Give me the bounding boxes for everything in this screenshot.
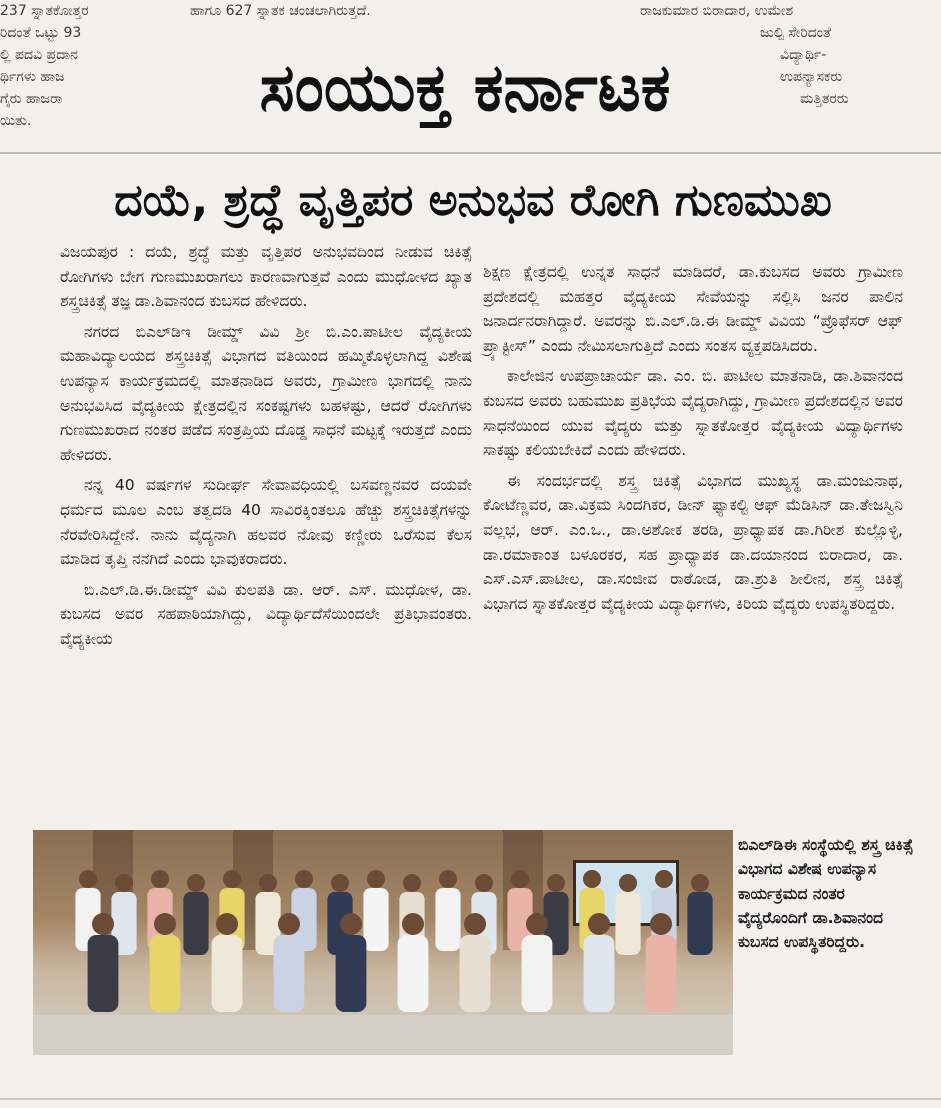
group-people [33, 830, 733, 1055]
article-column-left [60, 240, 472, 658]
article-paragraph: ಬಿ.ಎಲ್.ಡಿ.ಈ.ಡೀಮ್ಡ್ ವಿವಿ ಕುಲಪತಿ ಡಾ. ಆರ್. ಎಸ್. ಮುಧೋಳ, ಡಾ. ಕುಬಸದ ಅವರ ಸಹಪಾಠಿಯಾಗಿದ್ದು, ವಿದ್ಯಾರ್ಥಿದೆಸೆಯಿಂದಲೇ ಪ್ರತಿಭಾವಂತರು. ವೈದ್ಯಕೀಯ [60, 580, 472, 648]
scrap-line: ರ್ಥಿಗಳು ಹಾಜ [0, 69, 65, 85]
article-paragraph: ವಿಜಯಪುರ : ದಯೆ, ಶ್ರದ್ಧೆ ಮತ್ತು ವೃತ್ತಿಪರ ಅನುಭವದಿಂದ ನೀಡುವ ಚಿಕಿತ್ಸೆ ರೋಗಿಗಳು ಬೇಗ ಗುಣಮುಖರಾಗಲು ಕಾರಣವಾಗುತ್ತವೆ ಎಂದು ಮುಧೋಳದ ಖ್ಯಾತ ಶಸ್ತ್ರಚಿಕಿತ್ಸೆ ತಜ್ಞ ಡಾ.ಶಿವಾನಂದ ಕುಬಸದ ಹೇಳಿದರು. [60, 243, 472, 311]
adjacent-article-fragment-top: ಹಾಗೂ 627 ಸ್ನಾತಕ ಚಂಚಲಾಗಿರುತ್ತದೆ. [190, 3, 371, 19]
person-silhouette [687, 874, 712, 955]
person-silhouette [363, 870, 388, 951]
page-bottom-rule [0, 1098, 941, 1100]
article-paragraph: ನಗರದ ಬಿಎಲ್‌ಡಿಇ ಡೀಮ್ಡ್ ವಿವಿ ಶ್ರೀ ಬಿ.ಎಂ.ಪಾಟೀಲ ವೈದ್ಯಕೀಯ ಮಹಾವಿದ್ಯಾಲಯದ ಶಸ್ತ್ರಚಿಕಿತ್ಸೆ ವಿಭಾಗದ ವತಿಯಿಂದ ಹಮ್ಮಿಕೊಳ್ಳಲಾಗಿದ್ದ ವಿಶೇಷ ಉಪನ್ಯಾಸ ಕಾರ್ಯಕ್ರಮದಲ್ಲಿ ಮಾತನಾಡಿದ ಅವರು, ಗ್ರಾಮೀಣ ಭಾಗದಲ್ಲಿ ನಾನು ಅನುಭವಿಸಿದ ವೈದ್ಯಕೀಯ ಕ್ಷೇತ್ರದಲ್ಲಿನ ಸಂಕಷ್ಟಗಳು ಬಹಳಷ್ಟು, ಆದರೆ ರೋಗಿಗಳು ಗುಣಮುಖರಾದ ನಂತರ ಪಡೆದ ಸಂತ್ರಪ್ತಿಯ ದೊಡ್ಡ ಸಾಧನೆ ಮಟ್ಟಕ್ಕೆ ಇರುತ್ತದೆ ಎಂದು ಹೇಳಿದರು. [60, 322, 472, 464]
article-paragraph: ಶಿಕ್ಷಣ ಕ್ಷೇತ್ರದಲ್ಲಿ ಉನ್ನತ ಸಾಧನೆ ಮಾಡಿದರೆ, ಡಾ.ಕುಬಸದ ಅವರು ಗ್ರಾಮೀಣ ಪ್ರದೇಶದಲ್ಲಿ ಮಹತ್ತರ ವೈದ್ಯಕೀಯ ಸೇವೆಯನ್ನು ಸಲ್ಲಿಸಿ ಜನರ ಪಾಲಿನ ಜನಾರ್ದನರಾಗಿದ್ದಾರೆ. ಅವರನ್ನು ಬಿ.ಎಲ್.ಡಿ.ಈ ಡೀಮ್ಡ್ ವಿವಿಯ “ಪ್ರೊಫೆಸರ್ ಆಫ್ ಪ್ರ್ಯಾಕ್ಟೀಸ್” ಎಂದು ನೇಮಿಸಲಾಗುತ್ತಿದೆ ಎಂದು ಸಂತಸ ವ್ಯಕ್ತಪಡಿಸಿದರು. [483, 263, 903, 355]
group-photo [33, 830, 733, 1055]
article-column-right [483, 260, 903, 622]
scrap-line: 237 ಸ್ನಾತಕೋತ್ತರ [0, 3, 89, 19]
scrap-line: ವಿದ್ಯಾರ್ಥಿ- [780, 47, 827, 63]
scrap-line: ರಾಜಕುಮಾರ ಬಿರಾದಾರ, ಉಮೇಶ [640, 3, 794, 19]
masthead-divider [0, 152, 941, 154]
person-silhouette [435, 870, 460, 951]
scrap-line: ಯಿತು. [0, 113, 32, 129]
scrap-line: ಮತ್ತಿತರರು [800, 91, 849, 107]
scrap-line: ಗೈರು ಹಾಜರಾ [0, 91, 63, 107]
scrap-line: ಜುಲ್ಪಿ ಸೇರಿದಂತೆ [760, 25, 831, 41]
newspaper-masthead: ಸಂಯುಕ್ತ ಕರ್ನಾಟಕ [259, 49, 671, 126]
photo-caption: ಬಿಎಲ್‌ಡಿಈ ಸಂಸ್ಥೆಯಲ್ಲಿ ಶಸ್ತ್ರ ಚಿಕಿತ್ಸೆ ವಿಭಾಗದ ವಿಶೇಷ ಉಪನ್ಯಾಸ ಕಾರ್ಯಕ್ರಮದ ನಂತರ ವೈದ್ಯರೊಂದಿಗೆ ಡಾ.ಶಿವಾನಂದ ಕುಬಸದ ಉಪಸ್ಥಿತರಿದ್ದರು. [738, 836, 914, 952]
scrap-line: ಉಪನ್ಯಾಸಕರು [780, 69, 843, 85]
person-silhouette [183, 874, 208, 955]
article-headline: ದಯೆ, ಶ್ರದ್ಧೆ ವೃತ್ತಿಪರ ಅನುಭವ ರೋಗಿ ಗುಣಮುಖ [114, 175, 832, 226]
article-paragraph: ಈ ಸಂದರ್ಭದಲ್ಲಿ ಶಸ್ತ್ರ ಚಿಕಿತ್ಸೆ ವಿಭಾಗದ ಮುಖ್ಯಸ್ಥ ಡಾ.ಮಂಜುನಾಥ, ಕೋಟೆಣ್ಣವರ, ಡಾ.ವಿಕ್ರಮ ಸಿಂದಗಿಕರ, ಡೀನ್ ಫ್ಯಾಕಲ್ಟಿ ಆಫ್ ಮೆಡಿಸಿನ್ ಡಾ.ತೇಜಸ್ವಿನಿ ವಲ್ಲಭ, ಆರ್. ಎಂ.ಒ., ಡಾ.ಅಶೋಕ ತರಡಿ, ಪ್ರಾಧ್ಯಾಪಕ ಡಾ.ಗಿರೀಶ ಕುಲ್ಲೊಳ್ಳಿ, ಡಾ.ರಮಾಕಾಂತ ಬಳೂರಕರ, ಸಹ ಪ್ರಾಧ್ಯಾಪಕ ಡಾ.ದಯಾನಂದ ಬಿರಾದಾರ, ಡಾ. ಎಸ್.ಎಸ್.ಪಾಟೀಲ, ಡಾ.ಸಂಜೀವ ರಾಠೋಡ, ಡಾ.ಶ್ರುತಿ ಶೀಲೀನ, ಶಸ್ತ್ರ ಚಿಕಿತ್ಸೆ ವಿಭಾಗದ ಸ್ನಾತಕೋತ್ತರ ವೈದ್ಯಕೀಯ ವಿದ್ಯಾರ್ಥಿಗಳು, ಕಿರಿಯ ವೈದ್ಯರು ಉಪಸ್ಥಿತರಿದ್ದರು. [483, 471, 903, 613]
article-paragraph: ನನ್ನ 40 ವರ್ಷಗಳ ಸುದೀರ್ಘ ಸೇವಾವಧಿಯಲ್ಲಿ ಬಸವಣ್ಣನವರ ದಯವೇ ಧರ್ಮದ ಮೂಲ ಎಂಬ ತತ್ವದಡಿ 40 ಸಾವಿರಕ್ಕಿಂತಲೂ ಹೆಚ್ಚು ಶಸ್ತ್ರಚಿಕಿತ್ಸೆಗಳನ್ನು ನೆರವೇರಿಸಿದ್ದೇನೆ. ನಾನು ವೈದ್ಯನಾಗಿ ಹಲವರ ನೋವು ಕಣ್ಣೀರು ಒರೆಸುವ ಕೆಲಸ ಮಾಡಿದ ತೃಪ್ತಿ ನನಗಿದೆ ಎಂದು ಭಾವುಕರಾದರು. [60, 476, 472, 569]
adjacent-article-fragment-left [0, 0, 165, 150]
person-silhouette [615, 874, 640, 955]
scrap-line: ರಿದಂತೆ ಒಟ್ಟು 93 [0, 25, 82, 41]
article-paragraph: ಕಾಲೇಜಿನ ಉಪಪ್ರಾಚಾರ್ಯ ಡಾ. ಎಂ. ಬಿ. ಪಾಟೀಲ ಮಾತನಾಡಿ, ಡಾ.ಶಿವಾನಂದ ಕುಬಸದ ಅವರು ಬಹುಮುಖ ಪ್ರತಿಭೆಯ ವೈದ್ಯರಾಗಿದ್ದು, ಗ್ರಾಮೀಣ ಪ್ರದೇಶದಲ್ಲಿನ ಅವರ ಸಾಧನೆಯಿಂದ ಯುವ ವೈದ್ಯರು ಮತ್ತು ಸ್ನಾತಕೋತ್ತರ ವೈದ್ಯಕೀಯ ವಿದ್ಯಾರ್ಥಿಗಳು ಸಾಕಷ್ಟು ಕಲಿಯಬೇಕಿದೆ ಎಂದು ಹೇಳಿದರು. [483, 367, 903, 460]
scrap-line: ಲ್ಲಿ ಪದವಿ ಪ್ರದಾನ [0, 47, 78, 63]
